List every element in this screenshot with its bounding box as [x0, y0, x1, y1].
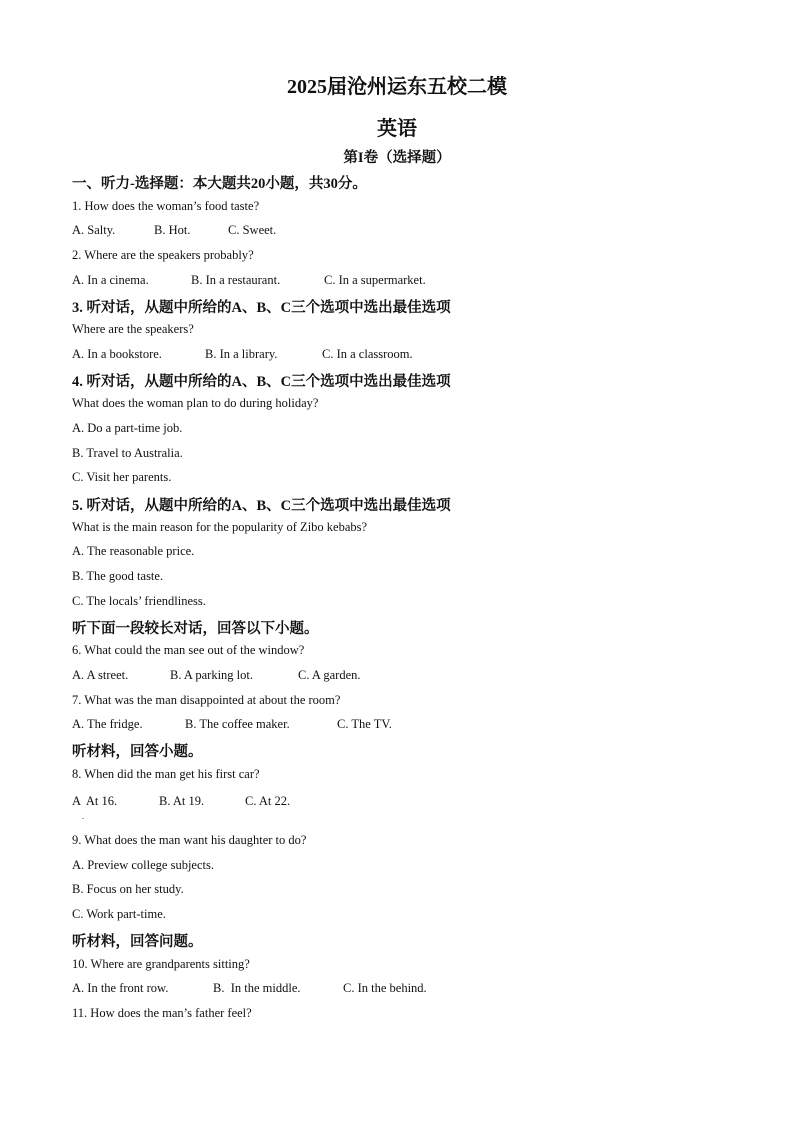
q1-option-a: A. Salty. [72, 223, 116, 237]
group-b-heading: 听材料，回答小题。 [72, 744, 203, 760]
question-6: 6. What could the man see out of the window? [72, 643, 305, 657]
q9-option-b: B. Focus on her study. [72, 882, 184, 896]
question-9: 9. What does the man want his daughter to do? [72, 833, 307, 847]
group-c-heading: 听材料，回答问题。 [72, 934, 203, 950]
q8-option-c: C. At 22. [245, 794, 291, 808]
exam-title: 2025届沧州运东五校二模 [287, 76, 507, 98]
q9-option-c: C. Work part-time. [72, 907, 166, 921]
stray-mark: . [82, 812, 84, 821]
part-title: 第I卷（选择题） [343, 150, 451, 166]
question-8: 8. When did the man get his first car? [72, 767, 260, 781]
q5-instruction: 5. 听对话，从题中所给的A、B、C三个选项中选出最佳选项 [72, 498, 451, 514]
q7-option-a: A. The fridge. [72, 717, 143, 731]
q6-option-a: A. A street. [72, 668, 129, 682]
group-a-heading: 听下面一段较长对话，回答以下小题。 [72, 621, 319, 637]
q5-option-a: A. The reasonable price. [72, 544, 195, 558]
q4-option-c: C. Visit her parents. [72, 470, 172, 484]
q3-option-b: B. In a library. [205, 347, 278, 361]
q4-option-a: A. Do a part-time job. [72, 421, 183, 435]
question-1: 1. How does the woman’s food taste? [72, 199, 260, 213]
q10-option-a: A. In the front row. [72, 981, 169, 995]
q7-option-b: B. The coffee maker. [185, 717, 290, 731]
q6-option-b: B. A parking lot. [170, 668, 253, 682]
q3-instruction: 3. 听对话，从题中所给的A、B、C三个选项中选出最佳选项 [72, 300, 451, 316]
question-10: 10. Where are grandparents sitting? [72, 957, 250, 971]
question-7: 7. What was the man disappointed at about the room? [72, 693, 341, 707]
question-4: What does the woman plan to do during holiday? [72, 396, 319, 410]
section-heading: 一、听力-选择题：本大题共20小题，共30分。 [72, 176, 367, 192]
q5-option-b: B. The good taste. [72, 569, 164, 583]
subject-title: 英语 [377, 118, 417, 140]
q10-option-c: C. In the behind. [343, 981, 427, 995]
question-2: 2. Where are the speakers probably? [72, 248, 254, 262]
q2-option-c: C. In a supermarket. [324, 273, 426, 287]
q9-option-a: A. Preview college subjects. [72, 858, 214, 872]
q1-option-b: B. Hot. [154, 223, 191, 237]
q8-option-b: B. At 19. [159, 794, 205, 808]
q3-option-c: C. In a classroom. [322, 347, 413, 361]
q10-option-b: B. In the middle. [213, 981, 301, 995]
question-5: What is the main reason for the popularity of Zibo kebabs? [72, 520, 368, 534]
q3-option-a: A. In a bookstore. [72, 347, 162, 361]
q4-instruction: 4. 听对话，从题中所给的A、B、C三个选项中选出最佳选项 [72, 374, 451, 390]
q1-option-c: C. Sweet. [228, 223, 277, 237]
q2-option-a: A. In a cinema. [72, 273, 149, 287]
question-11: 11. How does the man’s father feel? [72, 1006, 252, 1020]
q4-option-b: B. Travel to Australia. [72, 446, 183, 460]
q2-option-b: B. In a restaurant. [191, 273, 281, 287]
question-3: Where are the speakers? [72, 322, 194, 336]
q6-option-c: C. A garden. [298, 668, 361, 682]
q8-option-a: A At 16. [72, 794, 118, 808]
q7-option-c: C. The TV. [337, 717, 392, 731]
q5-option-c: C. The locals’ friendliness. [72, 594, 206, 608]
